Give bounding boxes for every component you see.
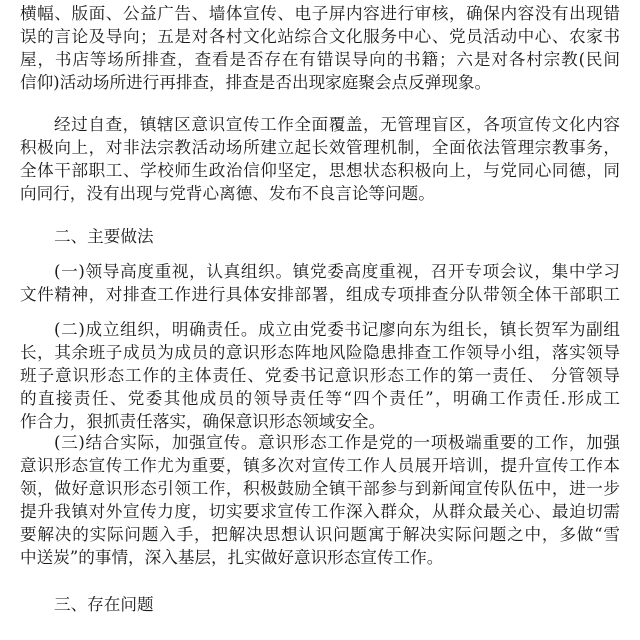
text-line: 长，其余班子成员为成员的意识形态阵地风险隐患排查工作领导小组，落实领导 bbox=[20, 343, 620, 362]
text-line: 误的言论及导向；五是对各村文化站综合文化服务中心、党员活动中心、农家书 bbox=[20, 27, 620, 46]
text-line: 向同行，没有出现与党背心离德、发布不良言论等问题。 bbox=[20, 184, 435, 203]
text-line: 文件精神，对排查工作进行具体安排部署，组成专项排查分队带领全体干部职工 bbox=[20, 285, 620, 304]
text-line: 屋，书店等场所排查，查看是否存在有错误导向的书籍；六是对各村宗教(民间 bbox=[20, 50, 620, 69]
text-line: 提升我镇对外宣传力度，切实要求宣传工作深入群众，从群众最关心、最迫切需 bbox=[20, 502, 620, 521]
text-line: (一)领导高度重视，认真组织。镇党委高度重视，召开专项会议，集中学习 bbox=[54, 262, 620, 281]
text-line: 作合力，狠抓责任落实，确保意识形态领域安全。 bbox=[20, 412, 386, 431]
text-line: 中送炭”的事情，深入基层，扎实做好意识形态宣传工作。 bbox=[20, 548, 444, 567]
text-line: 班子意识形态工作的主体责任、党委书记意识形态工作的第一责任、 分管领导 bbox=[20, 366, 620, 385]
text-line: 经过自查，镇辖区意识宣传工作全面覆盖，无管理盲区，各项宣传文化内容 bbox=[54, 115, 620, 134]
text-line: 积极向上，对非法宗教活动场所建立起长效管理机制，全面依法管理宗教事务， bbox=[20, 138, 620, 157]
text-line: 全体干部职工、学校师生政治信仰坚定，思想状态积极向上，与党同心同德，同 bbox=[20, 161, 620, 180]
text-line: (二)成立组织，明确责任。成立由党委书记廖向东为组长，镇长贺军为副组 bbox=[54, 320, 620, 339]
text-line: (三)结合实际，加强宣传。意识形态工作是党的一项极端重要的工作，加强 bbox=[54, 433, 620, 452]
text-line: 领，做好意识形态引领工作，积极鼓励全镇干部参与到新闻宣传队伍中，进一步 bbox=[20, 479, 620, 498]
text-line: 横幅、版面、公益广告、墙体宣传、电子屏内容进行审核，确保内容没有出现错 bbox=[20, 4, 620, 23]
text-line: 意识形态宣传工作尤为重要，镇多次对宣传工作人员展开培训，提升宣传工作本 bbox=[20, 456, 620, 475]
section-heading: 二、主要做法 bbox=[54, 227, 154, 246]
section-heading: 三、存在问题 bbox=[54, 595, 154, 614]
text-line: 的直接责任、党委其他成员的领导责任等“四个责任”，明确工作责任.形成工 bbox=[20, 389, 620, 408]
text-line: 要解决的实际问题入手，把解决思想认识问题寓于解决实际问题之中，多做“雪 bbox=[20, 525, 620, 544]
text-line: 信仰)活动场所进行再排查，排查是否出现家庭聚会点反弹现象。 bbox=[20, 73, 492, 92]
